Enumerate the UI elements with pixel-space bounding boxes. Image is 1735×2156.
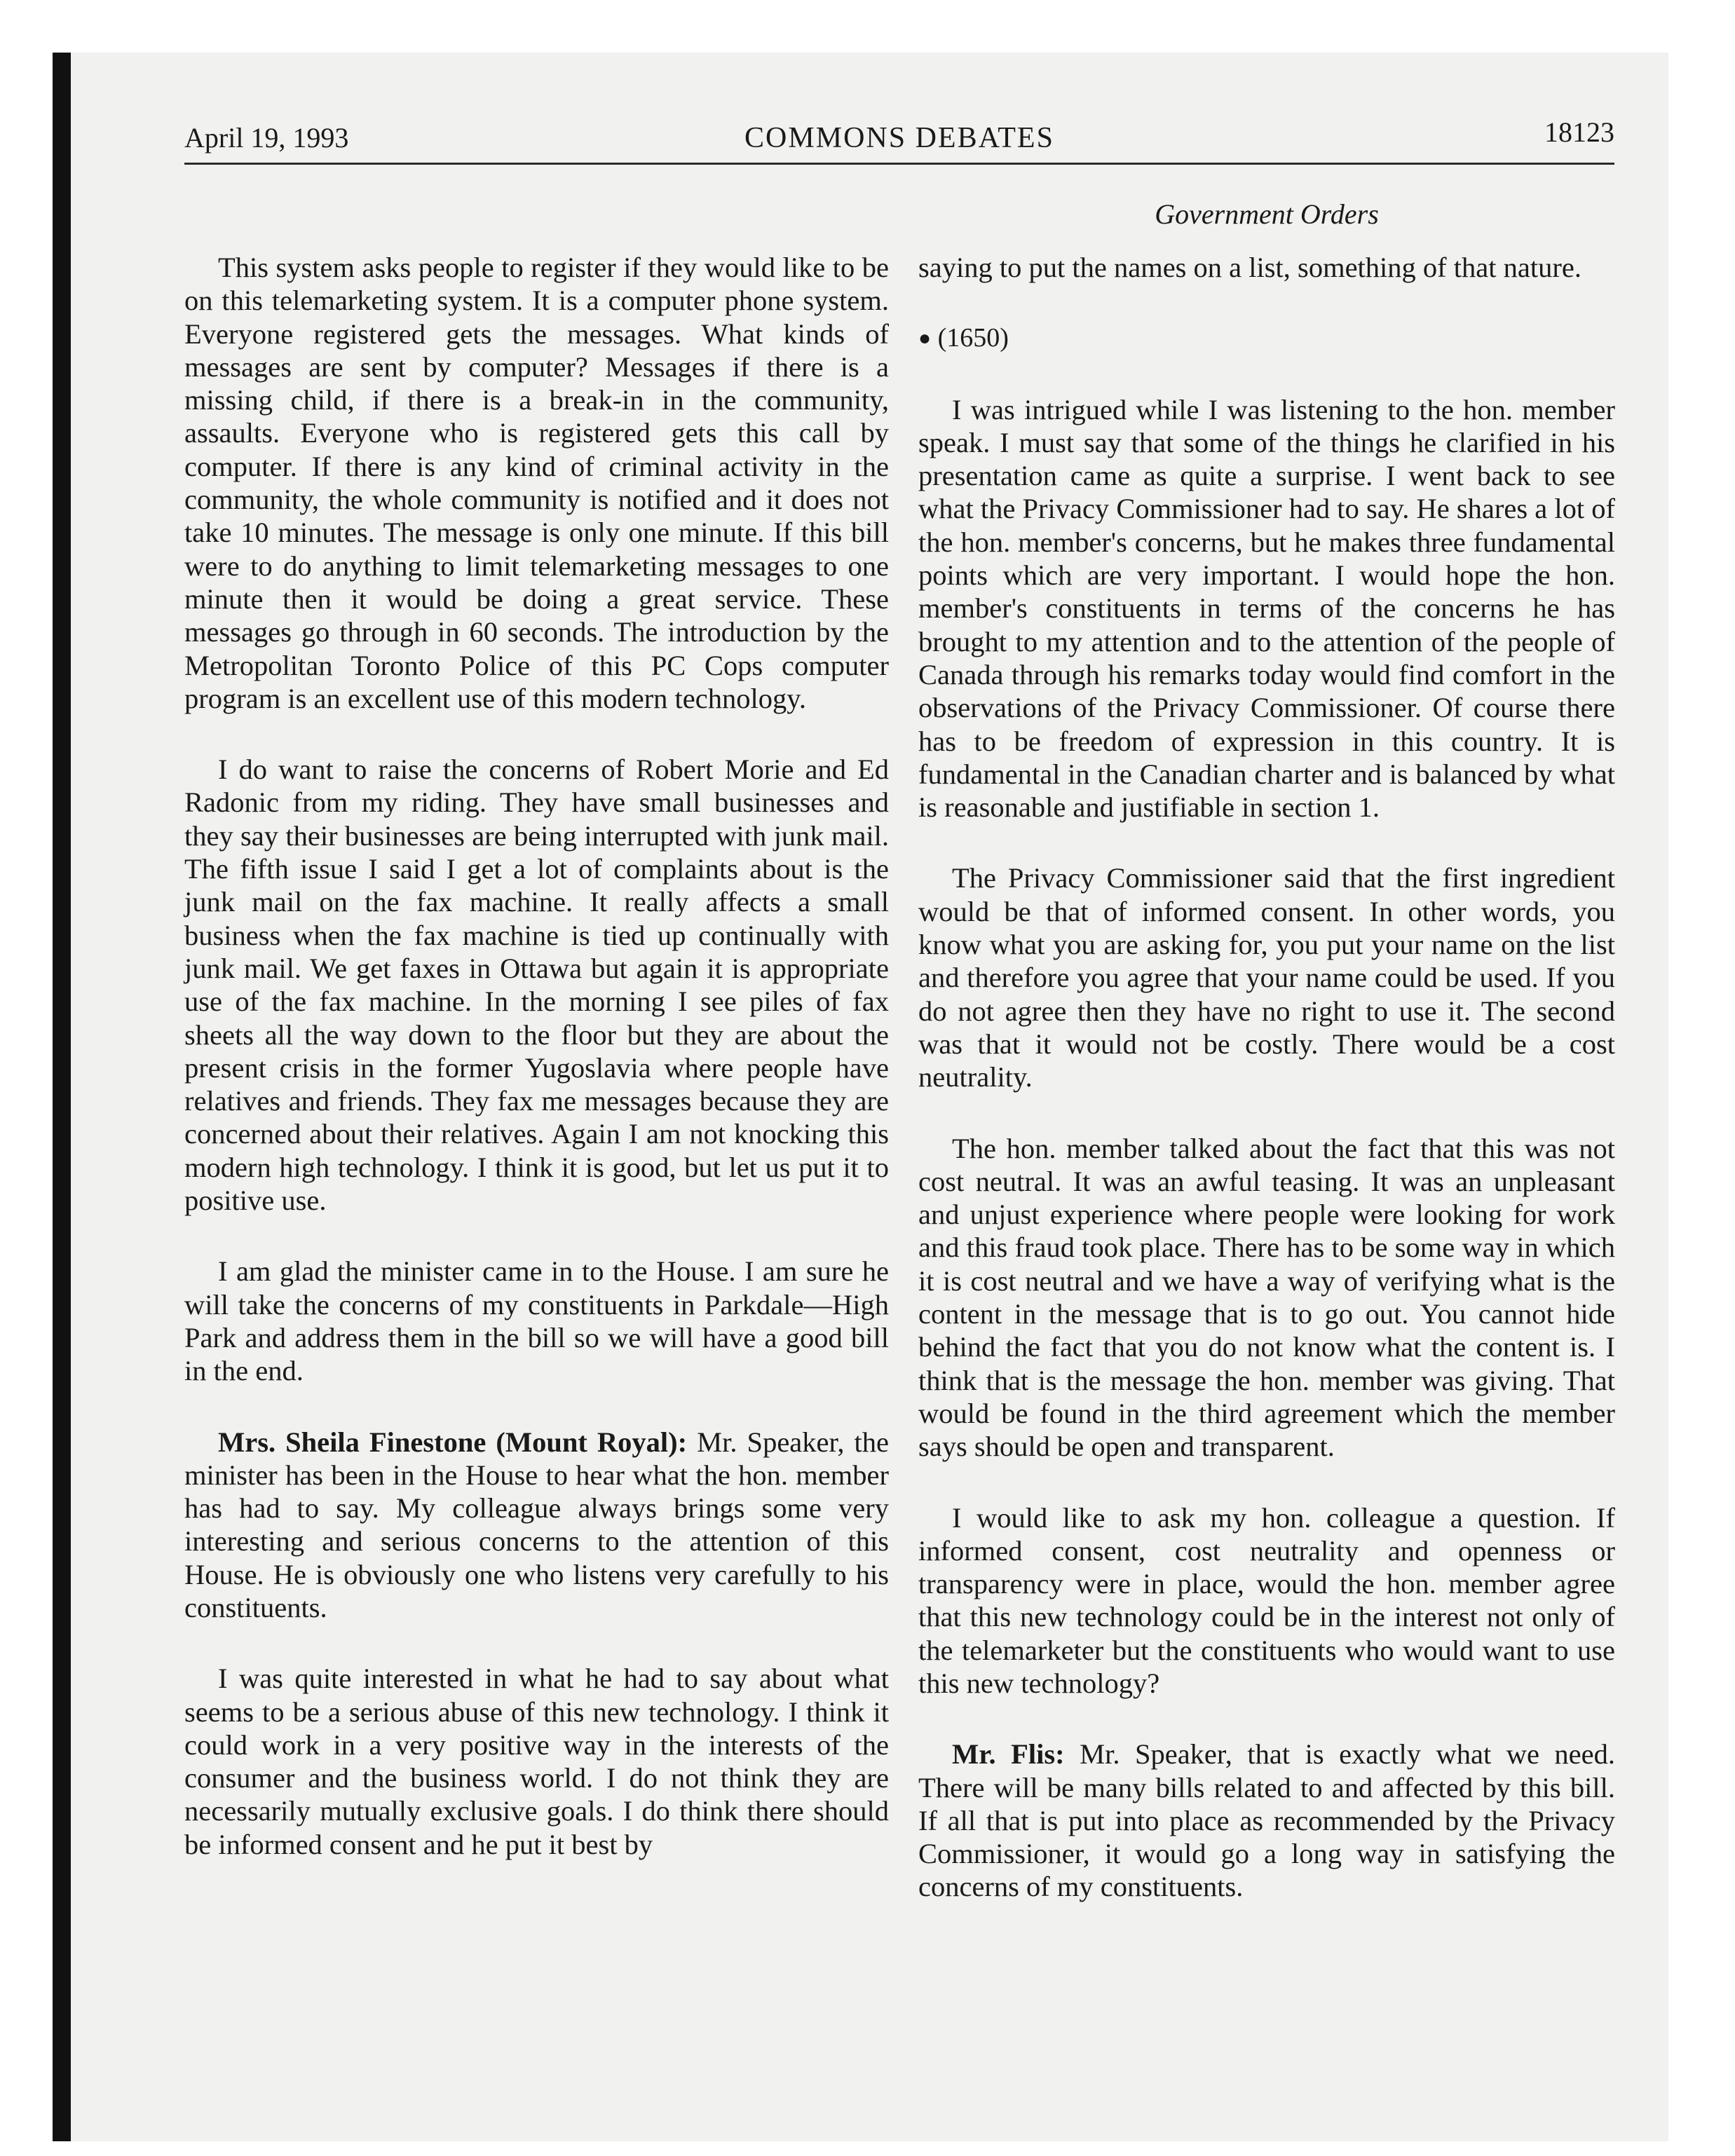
paragraph: I was quite interested in what he had to say about what seems to be a serious abuse of this new technology. I think it could work in a very positive way in the interests of the consumer and the business world. I do not think they are necessarily mutually exclusive goals. I do think there should be informed consent and he put it best by <box>184 1663 889 1860</box>
bullet-icon: ● <box>918 327 932 350</box>
header-title: COMMONS DEBATES <box>744 122 1054 154</box>
section-label: Government Orders <box>1155 198 1379 230</box>
speech-text: Mr. Speaker, that is exactly what we need. There will be many bills related to and affected by this bill. If all that is put into place as recommended by the Privacy Commissioner, it would go a long way in satisfying the concerns of my constituents. <box>918 1738 1615 1903</box>
paragraph: I would like to ask my hon. colleague a question. If informed consent, cost neutrality and openness or transparency were in place, would the hon. member agree that this new technology could be in the interest not only of the telemarketer but the constituents who would want to use this new technology? <box>918 1501 1615 1699</box>
paragraph: I do want to raise the concerns of Robert Morie and Ed Radonic from my riding. They have small businesses and they say their businesses are being interrupted with junk mail. The fifth issue I said I get a lot of complaints about is the junk mail on the fax machine. It really affects a small business when the fax machine is tied up continually with junk mail. We get faxes in Ottawa but again it is appropriate use of the fax machine. In the morning I see piles of fax sheets all the way down to the floor but they are about the present crisis in the former Yugoslavia where people have relatives and friends. They fax me messages because they are concerned about their relatives. Again I am not knocking this modern high technology. I think it is good, but let us put it to positive use. <box>184 753 889 1217</box>
paragraph: I was intrigued while I was listening to the hon. member speak. I must say that some of the things he clarified in his presentation came as quite a surprise. I went back to see what the Privacy Commissioner had to say. He shares a lot of the hon. member's concerns, but he makes three fundamental points which are very important. I would hope the hon. member's constituents in terms of the concerns he has brought to my attention and to the attention of the people of Canada through his remarks today would find comfort in the observations of the Privacy Commissioner. Of course there has to be freedom of expression in this country. It is fundamental in the Canadian charter and is balanced by what is reasonable and justifiable in section 1. <box>918 393 1615 824</box>
paragraph: I am glad the minister came in to the House. I am sure he will take the concerns of my constituents in Parkdale—High Park and address them in the bill so we will have a good bill in the end. <box>184 1255 889 1387</box>
speaker-paragraph <box>184 1426 889 1625</box>
header-rule <box>184 163 1614 165</box>
header-page-number: 18123 <box>1544 116 1614 148</box>
speaker-paragraph <box>918 1738 1615 1903</box>
paragraph: The Privacy Commissioner said that the first ingredient would be that of informed consent. In other words, you know what you are asking for, you put your name on the list and therefore you agree that your name could be used. If you do not agree then they have no right to use it. The second was that it would not be costly. There would be a cost neutrality. <box>918 862 1615 1093</box>
header-date: April 19, 1993 <box>184 122 349 153</box>
timestamp-text: (1650) <box>937 323 1009 353</box>
scan-shadow-edge <box>53 53 71 2141</box>
paragraph: This system asks people to register if they would like to be on this telemarketing system. It is a computer phone system. Everyone registered gets the messages. What kinds of messages are sent by computer? Messages if there is a missing child, if there is a break-in in the community, assaults. Everyone who is registered gets this call by computer. If there is any kind of criminal activity in the community, the whole community is notified and it does not take 10 minutes. The message is only one minute. If this bill were to do anything to limit telemarketing messages to one minute then it would be doing a great service. These messages go through in 60 seconds. The introduction by the Metropolitan Toronto Police of this PC Cops computer program is an excellent use of this modern technology. <box>184 252 889 714</box>
right-column <box>918 251 1615 1942</box>
speaker-name: Mr. Flis: <box>952 1738 1065 1770</box>
paragraph: The hon. member talked about the fact that this was not cost neutral. It was an awful teasing. It was an unpleasant and unjust experience where people were looking for work and this fraud took place. There has to be some way in which it is cost neutral and we have a way of verifying what is the content in the message that is to go out. You cannot hide behind the fact that you do not know what the content is. I think that is the message the hon. member was giving. That would be found in the third agreement which the member says should be open and transparent. <box>918 1132 1615 1463</box>
paragraph: saying to put the names on a list, something of that nature. <box>918 252 1581 283</box>
page-header <box>184 116 1614 158</box>
speaker-name: Mrs. Sheila Finestone (Mount Royal): <box>218 1426 688 1458</box>
timestamp <box>918 322 1615 355</box>
speech-text: Mr. Speaker, the minister has been in the House to hear what the hon. member has had to say. My colleague always brings some very interesting and serious concerns to the attention of this House. He is obviously one who listens very carefully to his constituents. <box>184 1426 889 1623</box>
left-column <box>184 251 889 1899</box>
